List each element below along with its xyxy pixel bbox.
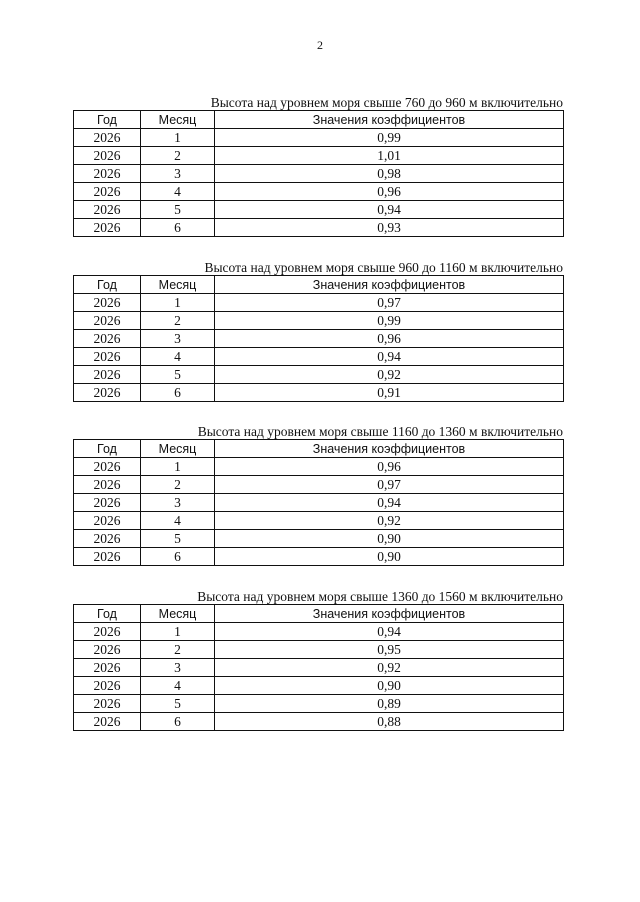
cell-year: 2026 [74, 530, 141, 548]
table-row [74, 330, 564, 348]
cell-year: 2026 [74, 677, 141, 695]
header-year: Год [74, 111, 141, 129]
coefficient-table [73, 110, 564, 237]
page-number: 2 [317, 38, 323, 52]
coefficient-table-block-2 [73, 260, 563, 402]
cell-month: 1 [141, 294, 215, 312]
table-row [74, 512, 564, 530]
cell-year: 2026 [74, 476, 141, 494]
cell-value: 0,97 [215, 294, 564, 312]
table-caption: Высота над уровнем моря свыше 960 до 1160 м включительно [204, 260, 563, 275]
table-row [74, 219, 564, 237]
cell-year: 2026 [74, 641, 141, 659]
cell-month: 2 [141, 641, 215, 659]
cell-value: 0,99 [215, 312, 564, 330]
coefficient-table [73, 439, 564, 566]
cell-value: 0,98 [215, 165, 564, 183]
cell-value: 0,92 [215, 366, 564, 384]
cell-value: 0,90 [215, 677, 564, 695]
cell-year: 2026 [74, 201, 141, 219]
cell-year: 2026 [74, 366, 141, 384]
cell-year: 2026 [74, 494, 141, 512]
header-value: Значения коэффициентов [215, 440, 564, 458]
table-row [74, 201, 564, 219]
cell-month: 1 [141, 129, 215, 147]
coefficient-table [73, 604, 564, 731]
table-header-row [74, 111, 564, 129]
cell-month: 2 [141, 312, 215, 330]
table-header-row [74, 605, 564, 623]
cell-month: 4 [141, 512, 215, 530]
cell-month: 6 [141, 548, 215, 566]
table-row [74, 677, 564, 695]
table-row [74, 695, 564, 713]
table-header-row [74, 440, 564, 458]
cell-value: 0,96 [215, 330, 564, 348]
cell-value: 0,90 [215, 548, 564, 566]
cell-month: 5 [141, 695, 215, 713]
header-month: Месяц [141, 605, 215, 623]
table-caption: Высота над уровнем моря свыше 760 до 960 м включительно [210, 95, 563, 110]
cell-year: 2026 [74, 659, 141, 677]
cell-value: 0,93 [215, 219, 564, 237]
cell-year: 2026 [74, 458, 141, 476]
coefficient-table-block-4 [73, 589, 563, 731]
header-month: Месяц [141, 440, 215, 458]
table-row [74, 183, 564, 201]
cell-year: 2026 [74, 183, 141, 201]
header-year: Год [74, 605, 141, 623]
cell-value: 0,88 [215, 713, 564, 731]
cell-month: 4 [141, 183, 215, 201]
cell-value: 0,89 [215, 695, 564, 713]
cell-year: 2026 [74, 330, 141, 348]
cell-year: 2026 [74, 165, 141, 183]
coefficient-table-block-3 [73, 424, 563, 566]
cell-value: 0,94 [215, 623, 564, 641]
cell-year: 2026 [74, 219, 141, 237]
header-month: Месяц [141, 276, 215, 294]
cell-value: 1,01 [215, 147, 564, 165]
cell-value: 0,96 [215, 183, 564, 201]
cell-month: 6 [141, 219, 215, 237]
cell-value: 0,92 [215, 659, 564, 677]
cell-month: 5 [141, 366, 215, 384]
cell-value: 0,90 [215, 530, 564, 548]
coefficient-table [73, 275, 564, 402]
cell-value: 0,91 [215, 384, 564, 402]
cell-year: 2026 [74, 512, 141, 530]
table-row [74, 458, 564, 476]
cell-year: 2026 [74, 384, 141, 402]
table-row [74, 476, 564, 494]
cell-month: 4 [141, 348, 215, 366]
cell-year: 2026 [74, 713, 141, 731]
table-row [74, 147, 564, 165]
cell-month: 6 [141, 713, 215, 731]
table-row [74, 165, 564, 183]
cell-year: 2026 [74, 548, 141, 566]
header-year: Год [74, 276, 141, 294]
table-row [74, 312, 564, 330]
cell-year: 2026 [74, 312, 141, 330]
table-row [74, 623, 564, 641]
cell-month: 3 [141, 165, 215, 183]
header-month: Месяц [141, 111, 215, 129]
cell-month: 2 [141, 476, 215, 494]
header-year: Год [74, 440, 141, 458]
table-row [74, 384, 564, 402]
cell-month: 5 [141, 201, 215, 219]
cell-value: 0,95 [215, 641, 564, 659]
cell-month: 1 [141, 458, 215, 476]
cell-month: 3 [141, 330, 215, 348]
cell-year: 2026 [74, 129, 141, 147]
header-value: Значения коэффициентов [215, 111, 564, 129]
table-row [74, 548, 564, 566]
cell-month: 3 [141, 494, 215, 512]
cell-month: 6 [141, 384, 215, 402]
table-caption: Высота над уровнем моря свыше 1160 до 1360 м включительно [197, 424, 563, 439]
cell-year: 2026 [74, 695, 141, 713]
cell-value: 0,99 [215, 129, 564, 147]
cell-month: 4 [141, 677, 215, 695]
header-value: Значения коэффициентов [215, 605, 564, 623]
cell-value: 0,96 [215, 458, 564, 476]
cell-year: 2026 [74, 147, 141, 165]
table-row [74, 530, 564, 548]
cell-year: 2026 [74, 294, 141, 312]
table-row [74, 494, 564, 512]
cell-year: 2026 [74, 623, 141, 641]
table-row [74, 366, 564, 384]
table-caption: Высота над уровнем моря свыше 1360 до 1560 м включительно [197, 589, 563, 604]
table-header-row [74, 276, 564, 294]
cell-month: 1 [141, 623, 215, 641]
table-row [74, 641, 564, 659]
cell-month: 3 [141, 659, 215, 677]
table-row [74, 129, 564, 147]
cell-value: 0,94 [215, 201, 564, 219]
cell-month: 5 [141, 530, 215, 548]
table-row [74, 348, 564, 366]
table-row [74, 659, 564, 677]
cell-value: 0,94 [215, 348, 564, 366]
cell-value: 0,94 [215, 494, 564, 512]
cell-value: 0,92 [215, 512, 564, 530]
cell-month: 2 [141, 147, 215, 165]
cell-year: 2026 [74, 348, 141, 366]
table-row [74, 713, 564, 731]
coefficient-table-block-1 [73, 95, 563, 237]
cell-value: 0,97 [215, 476, 564, 494]
header-value: Значения коэффициентов [215, 276, 564, 294]
table-row [74, 294, 564, 312]
